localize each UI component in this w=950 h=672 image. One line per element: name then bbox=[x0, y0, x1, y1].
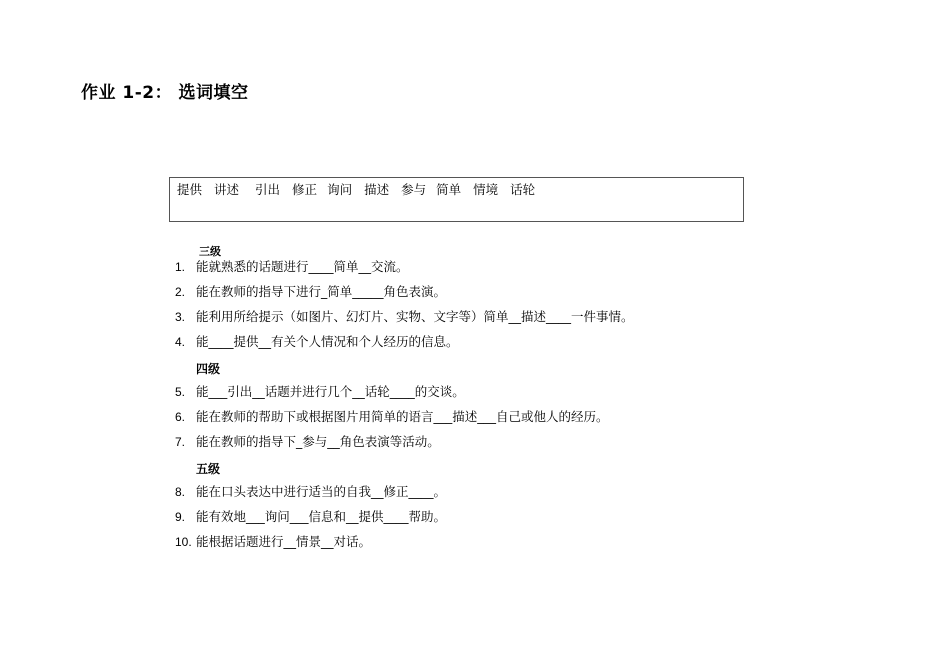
list-item bbox=[175, 284, 446, 300]
item-text: 能就熟悉的话题进行____简单__交流。 bbox=[196, 259, 409, 274]
item-text: 能根据话题进行__情景__对话。 bbox=[196, 534, 372, 549]
list-item bbox=[175, 309, 634, 325]
item-number: 7. bbox=[175, 435, 186, 449]
word-bank-word: 简单 bbox=[436, 182, 462, 197]
word-bank-word: 询问 bbox=[327, 182, 353, 197]
level-heading-five: 五级 bbox=[196, 462, 221, 476]
item-text: 能在教师的指导下_参与__角色表演等活动。 bbox=[196, 434, 440, 449]
item-text: 能在教师的指导下进行_简单_____角色表演。 bbox=[196, 284, 447, 299]
list-item bbox=[175, 509, 446, 525]
item-number: 9. bbox=[175, 510, 186, 524]
item-text: 能____提供__有关个人情况和个人经历的信息。 bbox=[196, 334, 459, 349]
item-number: 4. bbox=[175, 335, 186, 349]
item-number: 2. bbox=[175, 285, 186, 299]
word-bank-box bbox=[169, 177, 744, 222]
item-number: 8. bbox=[175, 485, 186, 499]
word-bank-words bbox=[177, 180, 547, 198]
level-heading-four: 四级 bbox=[196, 362, 221, 376]
word-bank-word: 情境 bbox=[473, 182, 499, 197]
item-number: 6. bbox=[175, 410, 186, 424]
list-item bbox=[175, 384, 465, 400]
item-text: 能在教师的帮助下或根据图片用简单的语言___描述___自己或他人的经历。 bbox=[196, 409, 609, 424]
list-item bbox=[175, 409, 609, 425]
word-bank-word: 讲述 bbox=[214, 182, 240, 197]
list-item bbox=[175, 434, 440, 450]
item-text: 能___引出__话题并进行几个__话轮____的交谈。 bbox=[196, 384, 465, 399]
word-bank-word: 参与 bbox=[401, 182, 427, 197]
item-text: 能有效地___询问___信息和__提供____帮助。 bbox=[196, 509, 447, 524]
level-heading-three: 三级 bbox=[199, 245, 221, 258]
item-text: 能利用所给提示（如图片、幻灯片、实物、文字等）简单__描述____一件事情。 bbox=[196, 309, 634, 324]
list-item bbox=[175, 334, 459, 350]
item-number: 3. bbox=[175, 310, 186, 324]
item-text: 能在口头表达中进行适当的自我__修正____。 bbox=[196, 484, 447, 499]
item-number: 1. bbox=[175, 260, 186, 274]
word-bank-word: 提供 bbox=[177, 182, 203, 197]
word-bank-word: 话轮 bbox=[510, 182, 536, 197]
item-number: 10. bbox=[175, 535, 192, 549]
word-bank-word: 引出 bbox=[255, 182, 281, 197]
list-item bbox=[175, 484, 446, 500]
page-title: 作业 1-2： 选词填空 bbox=[81, 83, 249, 103]
word-bank-word: 修正 bbox=[292, 182, 318, 197]
list-item bbox=[175, 259, 409, 275]
list-item bbox=[175, 534, 371, 550]
item-number: 5. bbox=[175, 385, 186, 399]
word-bank-word: 描述 bbox=[364, 182, 390, 197]
